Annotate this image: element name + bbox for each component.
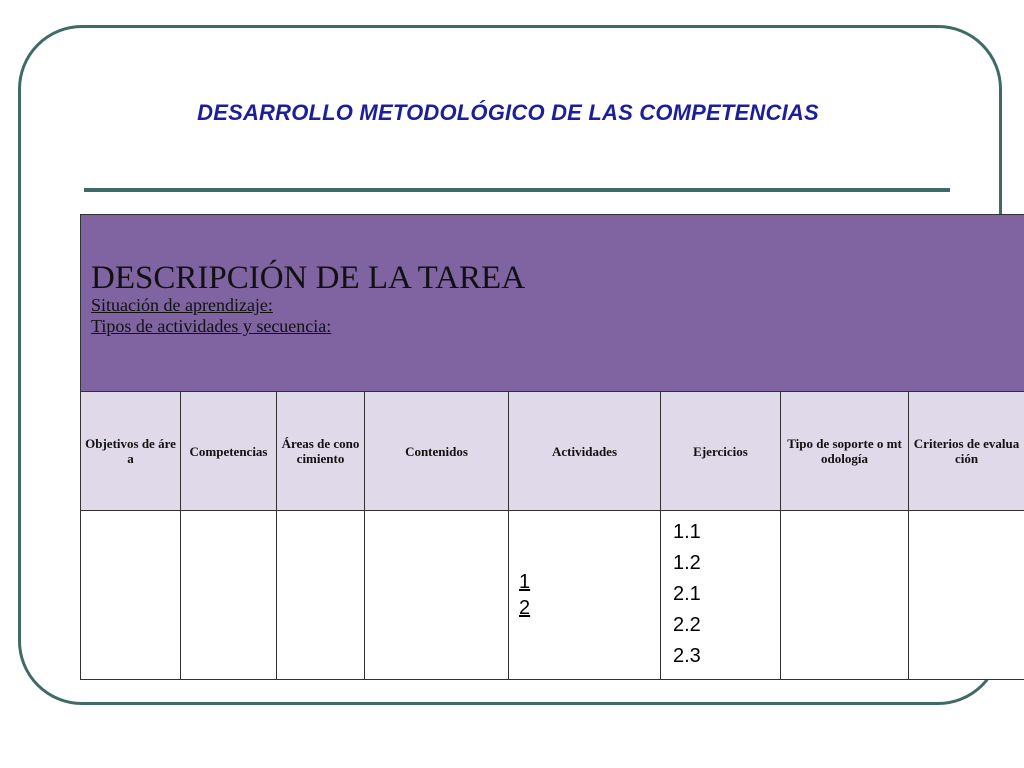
ejercicio-item: 2.2: [673, 614, 701, 636]
ejercicio-item: 2.1: [673, 583, 701, 605]
cell-objetivos[interactable]: [81, 511, 181, 680]
actividad-item: 1: [519, 571, 531, 593]
task-table: [80, 214, 1024, 680]
actividad-item: 2: [519, 597, 531, 619]
ejercicio-item: 2.3: [673, 645, 701, 667]
ejercicio-item: 1.2: [673, 552, 701, 574]
task-description-title: DESCRIPCIÓN DE LA TAREA: [91, 260, 526, 296]
situacion-aprendizaje-label: Situación de aprendizaje:: [91, 295, 273, 315]
tipos-actividades-label: Tipos de actividades y secuencia:: [91, 316, 332, 336]
column-header-row: [81, 392, 1024, 511]
col-actividades: Actividades: [509, 392, 661, 511]
table-row: [81, 511, 1024, 680]
title-divider: [84, 188, 950, 192]
col-areas-conocimiento: Áreas de conocimiento: [277, 392, 365, 511]
slide-title: DESARROLLO METODOLÓGICO DE LAS COMPETENCIAS: [197, 100, 819, 125]
col-ejercicios: Ejercicios: [661, 392, 781, 511]
table-header-row: [81, 215, 1024, 392]
col-competencias: Competencias: [181, 392, 277, 511]
cell-ejercicios[interactable]: [661, 511, 781, 680]
col-contenidos: Contenidos: [365, 392, 509, 511]
cell-actividades[interactable]: [509, 511, 661, 680]
col-tipo-soporte: Tipo de soporte o mtodología: [781, 392, 909, 511]
cell-criterios[interactable]: [909, 511, 1024, 680]
cell-areas[interactable]: [277, 511, 365, 680]
col-criterios-evaluacion: Criterios de evaluación: [909, 392, 1024, 511]
cell-tipo-soporte[interactable]: [781, 511, 909, 680]
cell-contenidos[interactable]: [365, 511, 509, 680]
task-description-header: [81, 215, 1024, 392]
ejercicio-item: 1.1: [673, 521, 701, 543]
cell-competencias[interactable]: [181, 511, 277, 680]
col-objetivos: Objetivos de área: [81, 392, 181, 511]
